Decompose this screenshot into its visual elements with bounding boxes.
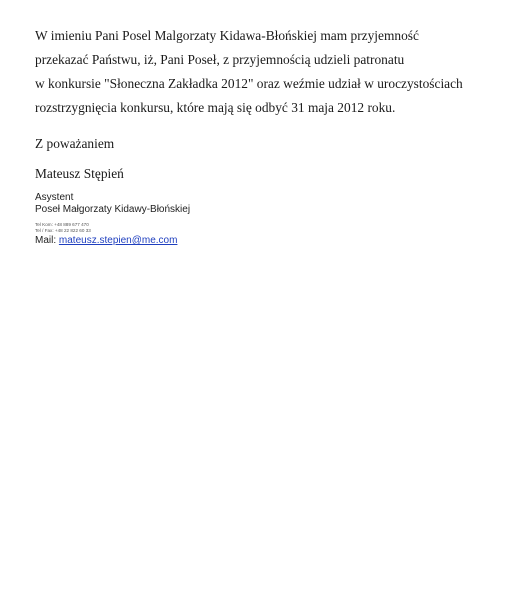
letter-body-line-1: W imieniu Pani Posel Malgorzaty Kidawa-Błońskiej mam przyjemność	[35, 28, 419, 43]
signer-name: Mateusz Stępień	[35, 166, 124, 181]
letter-body-line-4: rozstrzygnięcia konkursu, które mają się odbyć 31 maja 2012 roku.	[35, 100, 396, 115]
letter-body-line-2: przekazać Państwu, iż, Pani Poseł, z przyjemnością udzieli patronatu	[35, 52, 405, 67]
mail-label: Mail:	[35, 235, 57, 246]
letter-closing: Z poważaniem	[35, 136, 115, 151]
signer-role-subtitle: Poseł Małgorzaty Kidawy-Błońskiej	[35, 204, 191, 215]
phone-fax: Tel / Fax: +48 22 822 60 33	[35, 228, 91, 233]
mail-line	[35, 235, 177, 246]
signer-role-title: Asystent	[35, 192, 74, 203]
mail-address-link[interactable]: mateusz.stepien@me.com	[58, 235, 178, 246]
phone-mobile: Tel Kom: +48 889 677 470	[35, 222, 89, 227]
letter-body-line-3: w konkursie "Słoneczna Zakładka 2012" oraz weźmie udział w uroczystościach	[35, 76, 463, 91]
